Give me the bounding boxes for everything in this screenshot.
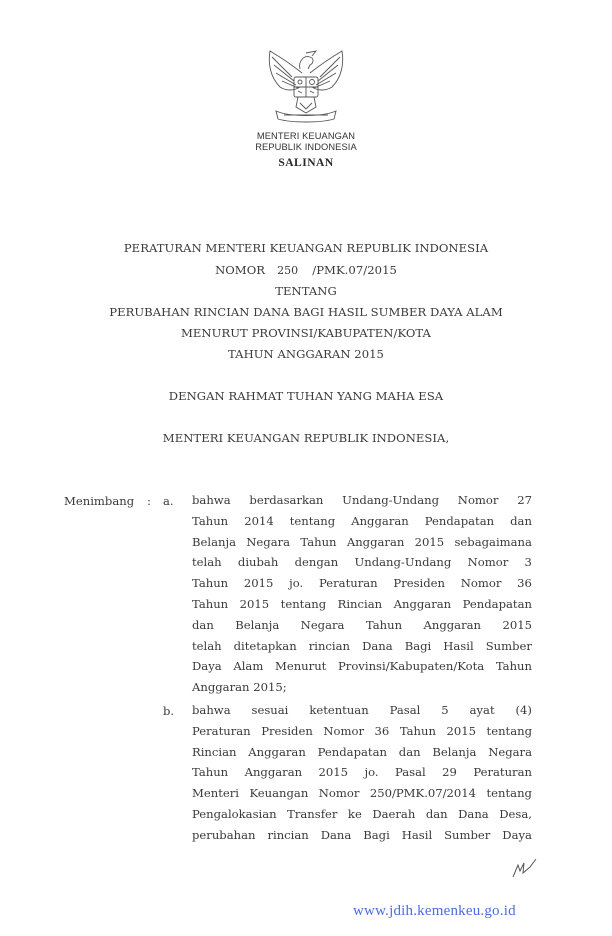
tentang-heading: TENTANG bbox=[275, 284, 337, 298]
word: Pasal bbox=[394, 765, 426, 780]
word: Sumber bbox=[444, 827, 491, 842]
issuer: MENTERI KEUANGAN REPUBLIK INDONESIA, bbox=[162, 431, 450, 445]
word: Sumber bbox=[485, 638, 532, 653]
word: dengan bbox=[294, 555, 339, 570]
word: 2015 bbox=[446, 723, 477, 738]
paragraph-line bbox=[192, 615, 532, 636]
word: Tahun bbox=[365, 617, 403, 632]
word: 250/PMK.07/2014 bbox=[369, 786, 477, 801]
word: Tahun bbox=[192, 765, 229, 780]
word: 36 bbox=[374, 723, 390, 738]
word: Tahun bbox=[192, 576, 229, 591]
word: Menurut bbox=[274, 659, 327, 674]
word: sebagaimana bbox=[454, 534, 532, 549]
word: 29 bbox=[442, 765, 457, 780]
word: bahwa bbox=[192, 703, 231, 717]
word: Tahun bbox=[192, 513, 229, 528]
word: 3 bbox=[524, 555, 532, 570]
word: Tahun bbox=[399, 723, 436, 738]
word: diubah bbox=[237, 555, 279, 570]
subject-line-1: PERUBAHAN RINCIAN DANA BAGI HASIL SUMBER DAYA ALAM bbox=[109, 305, 503, 319]
word: (4) bbox=[515, 703, 532, 717]
word: Undang-Undang bbox=[342, 493, 440, 507]
word: rincian bbox=[267, 827, 309, 842]
word: Belanja bbox=[432, 744, 477, 759]
word: Rincian bbox=[192, 744, 237, 759]
word: Daya bbox=[192, 659, 222, 674]
word: telah bbox=[192, 555, 222, 570]
regulation-number bbox=[0, 263, 612, 277]
word: Tahun bbox=[495, 659, 532, 674]
paragraph-line bbox=[192, 762, 532, 783]
word: rincian bbox=[308, 638, 351, 653]
word: 2015 bbox=[243, 576, 274, 591]
word: Anggaran bbox=[393, 596, 452, 611]
word: Transfer bbox=[287, 806, 338, 821]
word: Nomor bbox=[457, 493, 499, 507]
word: Negara bbox=[246, 534, 291, 549]
word: ditetapkan bbox=[233, 638, 297, 653]
subject-line-2: MENURUT PROVINSI/KABUPATEN/KOTA bbox=[181, 326, 431, 340]
paragraph-line bbox=[192, 804, 532, 825]
word: Pendapatan bbox=[424, 513, 495, 528]
word: dan bbox=[510, 513, 532, 528]
word: Tahun bbox=[300, 534, 337, 549]
word: Dana bbox=[320, 827, 352, 842]
paragraph-line bbox=[192, 700, 532, 721]
jdih-url-link[interactable]: www.jdih.kemenkeu.go.id bbox=[353, 903, 516, 919]
word: Nomor bbox=[460, 576, 502, 591]
word: Anggaran bbox=[248, 744, 306, 759]
word: Presiden bbox=[393, 576, 446, 591]
word: Anggaran bbox=[351, 513, 409, 528]
word: Anggaran bbox=[423, 617, 482, 632]
word: jo. bbox=[364, 765, 379, 780]
word: Belanja bbox=[192, 534, 236, 549]
word: berdasarkan bbox=[249, 493, 324, 507]
word: Alam bbox=[233, 659, 264, 674]
word: Peraturan bbox=[473, 765, 532, 780]
word: Hasil bbox=[401, 827, 433, 842]
paragraph-line bbox=[192, 594, 532, 615]
word: perubahan bbox=[192, 827, 256, 842]
paragraph-line bbox=[192, 783, 532, 804]
ministry-header-line2: REPUBLIK INDONESIA bbox=[255, 142, 357, 152]
initial-signature-icon bbox=[510, 857, 540, 879]
word: Peraturan bbox=[318, 576, 378, 591]
paragraph-line bbox=[192, 825, 532, 846]
word: Dana bbox=[362, 638, 393, 653]
word: sesuai bbox=[251, 703, 289, 717]
word: tentang bbox=[486, 723, 532, 738]
word: Bagi bbox=[363, 827, 390, 842]
word: Pasal bbox=[389, 703, 421, 717]
word: Menteri bbox=[192, 786, 239, 801]
word: ke bbox=[347, 806, 362, 821]
word: Undang-Undang bbox=[354, 555, 452, 570]
word: Provinsi/Kabupaten/Kota bbox=[337, 659, 485, 674]
word: 5 bbox=[441, 703, 449, 717]
word: Dana bbox=[458, 806, 489, 821]
word: Nomor bbox=[323, 723, 364, 738]
regulation-title: PERATURAN MENTERI KEUANGAN REPUBLIK INDONESIA bbox=[123, 241, 489, 255]
paragraph-line bbox=[192, 636, 532, 657]
paragraph-line bbox=[192, 721, 532, 742]
word: Nomor bbox=[467, 555, 509, 570]
subject-line-3: TAHUN ANGGARAN 2015 bbox=[228, 347, 384, 361]
word: Pendapatan bbox=[317, 744, 387, 759]
nomor-suffix: /PMK.07/2015 bbox=[312, 263, 397, 277]
word: Desa, bbox=[499, 806, 532, 821]
menimbang-label: Menimbang bbox=[64, 494, 135, 508]
word: tentang bbox=[486, 786, 532, 801]
item-b-text bbox=[192, 700, 532, 846]
word: dan bbox=[398, 744, 421, 759]
word: Rincian bbox=[337, 596, 383, 611]
word: telah bbox=[192, 638, 222, 653]
word: 2014 bbox=[244, 513, 274, 528]
word: Keuangan bbox=[249, 786, 309, 801]
item-a-marker: a. bbox=[163, 494, 174, 508]
nomor-label: NOMOR bbox=[215, 263, 266, 277]
word: Daya bbox=[502, 827, 532, 842]
word: 2015 bbox=[502, 617, 532, 632]
word: Negara bbox=[300, 617, 345, 632]
paragraph-line bbox=[192, 511, 532, 532]
paragraph-line bbox=[192, 656, 532, 677]
paragraph-line bbox=[192, 490, 532, 511]
word: Daerah bbox=[372, 806, 416, 821]
menimbang-colon: : bbox=[147, 494, 151, 508]
word: ayat bbox=[469, 703, 495, 717]
nomor-number: 250 bbox=[277, 264, 299, 277]
item-b-marker: b. bbox=[163, 704, 175, 718]
paragraph-line bbox=[192, 677, 532, 698]
word: Anggaran 2015; bbox=[192, 680, 287, 695]
salinan-stamp: SALINAN bbox=[278, 157, 334, 169]
word: bahwa bbox=[192, 493, 231, 507]
word: Peraturan bbox=[192, 723, 251, 738]
word: ketentuan bbox=[309, 703, 369, 717]
word: dan bbox=[192, 617, 214, 632]
word: 2015 bbox=[239, 596, 270, 611]
word: 2015 bbox=[414, 534, 445, 549]
word: Anggaran bbox=[346, 534, 405, 549]
word: Bagi bbox=[404, 638, 432, 653]
paragraph-line bbox=[192, 573, 532, 594]
word: Hasil bbox=[443, 638, 474, 653]
item-a-text bbox=[192, 490, 532, 698]
garuda-emblem-icon bbox=[262, 43, 350, 127]
word: Pengalokasian bbox=[192, 806, 277, 821]
paragraph-line bbox=[192, 532, 532, 553]
word: jo. bbox=[289, 576, 304, 591]
paragraph-line bbox=[192, 552, 532, 573]
word: tentang bbox=[280, 596, 327, 611]
invocation: DENGAN RAHMAT TUHAN YANG MAHA ESA bbox=[168, 389, 444, 403]
word: Tahun bbox=[192, 596, 229, 611]
word: Anggaran bbox=[244, 765, 303, 780]
ministry-header-line1: MENTERI KEUANGAN bbox=[256, 131, 356, 141]
word: 27 bbox=[517, 493, 532, 507]
paragraph-line bbox=[192, 742, 532, 763]
word: Nomor bbox=[318, 786, 360, 801]
word: 36 bbox=[517, 576, 532, 591]
word: Belanja bbox=[235, 617, 280, 632]
word: Negara bbox=[488, 744, 532, 759]
word: tentang bbox=[289, 513, 336, 528]
word: Presiden bbox=[261, 723, 313, 738]
word: dan bbox=[425, 806, 448, 821]
word: Pendapatan bbox=[462, 596, 532, 611]
word: 2015 bbox=[318, 765, 349, 780]
